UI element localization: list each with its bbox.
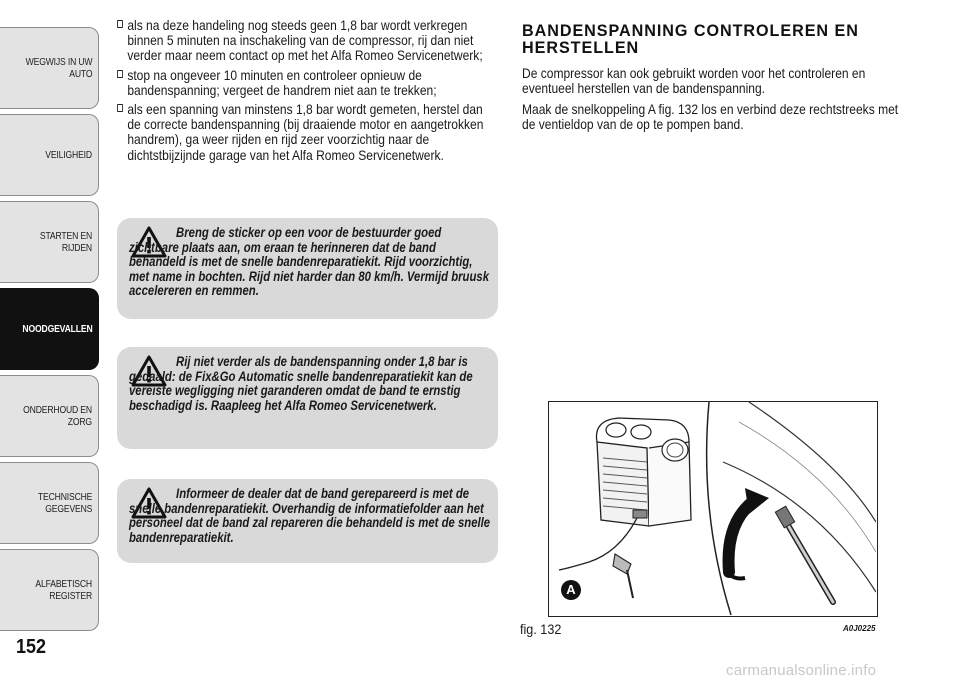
list-item <box>117 102 497 163</box>
instruction-list <box>117 18 502 163</box>
tab-technische-gegevens[interactable] <box>0 462 99 544</box>
list-item <box>117 18 497 64</box>
compressor-drawing <box>549 402 876 615</box>
watermark: carmanualsonline.info <box>726 662 877 679</box>
tab-onderhoud-en-zorg[interactable] <box>0 375 99 457</box>
warning-text: Breng de sticker op een voor de bestuurder goed zichtbare plaats aan, om eraan te herinneren dat de band behandeld is met de snelle bandenreparatiekit. Rijd voorzichtig, met name in bochten. Rijd niet harder dan 80 km/h. Vermijd bruusk accelereren en remmen. <box>129 225 490 298</box>
warning-box <box>117 218 498 319</box>
warning-text: Informeer de dealer dat de band gerepareerd is met de snelle bandenreparatiekit. Overhandig de informatiefolder aan het personeel dat de band zal repareren die behandeld is met de snelle bandenreparatiekit. <box>129 486 491 545</box>
checkbox-bullet-icon <box>117 20 123 28</box>
tab-label: TECHNISCHE GEGEVENS <box>37 491 92 515</box>
tab-label: WEGWIJS IN UW AUTO <box>25 56 92 80</box>
figure-caption: fig. 132 <box>520 621 562 637</box>
warning-text: Rij niet verder als de bandenspanning onder 1,8 bar is gedaald: de Fix&Go Automatic snelle bandenreparatiekit kan de vereiste wegligging niet garanderen omdat de band te ernstig beschadigd is. Raapleeg het Alfa Romeo Servicenetwerk. <box>129 354 473 413</box>
left-column <box>117 18 502 167</box>
tab-starten-en-rijden[interactable] <box>0 201 99 283</box>
tab-label: STARTEN EN RIJDEN <box>39 230 92 254</box>
tab-alfabetisch-register[interactable] <box>0 549 99 631</box>
section-title: BANDENSPANNING CONTROLEREN EN HERSTELLEN <box>522 21 859 57</box>
callout-a-label: A <box>566 582 576 597</box>
tab-veiligheid[interactable] <box>0 114 99 196</box>
list-item-text: als een spanning van minstens 1,8 bar wordt gemeten, herstel dan de correcte bandenspanning (bij draaiende motor en aangetrokken handrem), ga weer rijden en rijd zeer voorzichtig naar de dichtstbijzijnde garage van het Alfa Romeo Servicenetwerk. <box>127 101 484 163</box>
warning-box <box>117 479 498 563</box>
tab-wegwijs-in-uw-auto[interactable] <box>0 27 99 109</box>
list-item <box>117 68 497 98</box>
list-item-text: stop na ongeveer 10 minuten en controleer opnieuw de bandenspanning; vergeet de handrem niet aan te trekken; <box>127 66 437 98</box>
checkbox-bullet-icon <box>117 104 123 112</box>
list-item-text: als na deze handeling nog steeds geen 1,8 bar wordt verkregen binnen 5 minuten na inschakeling van de compressor, rij dan niet verder maar neem contact op met het Alfa Romeo Servicenetwerk; <box>127 17 483 64</box>
figure-132-illustration <box>548 401 878 617</box>
right-column <box>522 22 902 138</box>
tab-label: ONDERHOUD EN ZORG <box>23 404 92 428</box>
warning-box <box>117 347 498 449</box>
tab-label: ALFABETISCH REGISTER <box>35 578 92 602</box>
paragraph: Maak de snelkoppeling A fig. 132 los en verbind deze rechtstreeks met de ventieldop van de op te pompen band. <box>522 100 899 133</box>
callout-a-badge <box>561 580 581 600</box>
checkbox-bullet-icon <box>117 70 123 78</box>
paragraph: De compressor kan ook gebruikt worden voor het controleren en eventueel herstellen van de bandenspanning. <box>522 65 866 97</box>
tab-noodgevallen[interactable] <box>0 288 99 370</box>
figure-code: A0J0225 <box>843 624 876 633</box>
tab-label: VEILIGHEID <box>45 149 92 161</box>
page-number: 152 <box>16 636 47 658</box>
tab-label: NOODGEVALLEN <box>21 323 92 335</box>
